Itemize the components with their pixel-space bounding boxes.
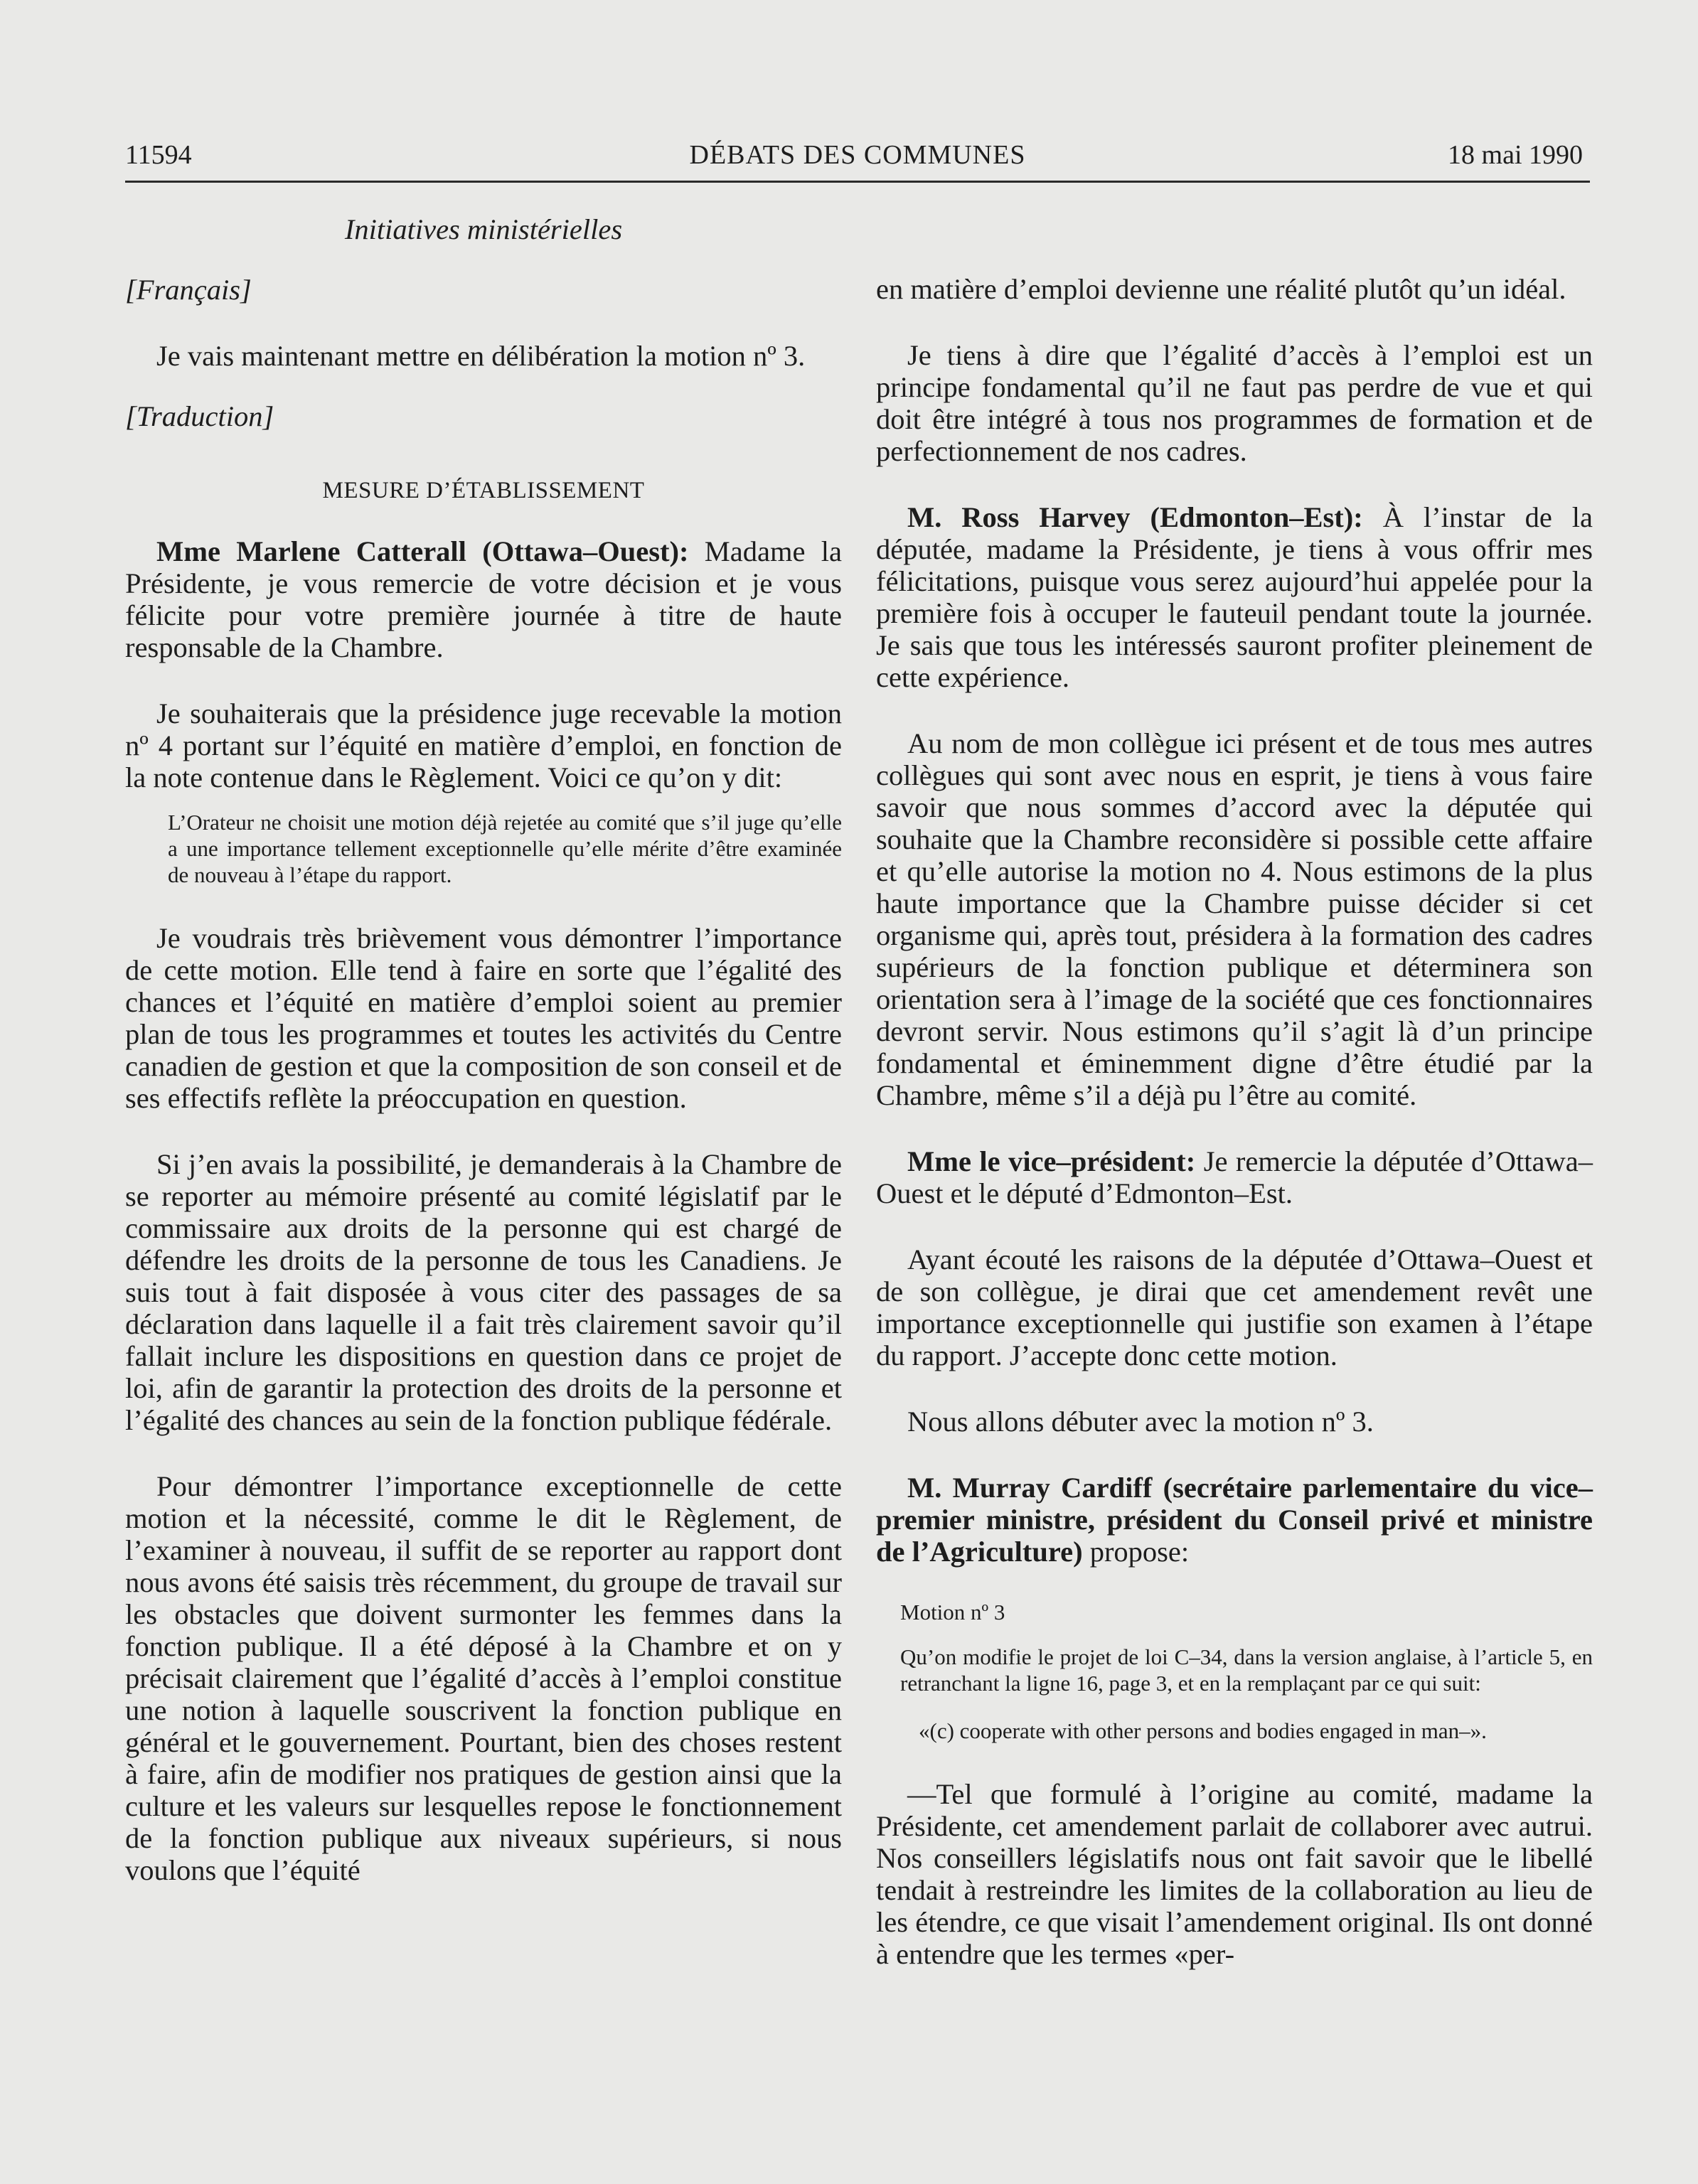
right-column [876,273,1593,1970]
speaker-name: Mme Marlene Catterall (Ottawa–Ouest): [156,535,689,567]
rule-quote: L’Orateur ne choisit une motion déjà rejetée au comité que s’il juge qu’elle a une importance tellement exceptionnelle qu’elle mérite d’être examinée de nouveau à l’étape du rapport. [168,810,842,887]
paragraph: Pour démontrer l’importance exceptionnelle de cette motion et la nécessité, comme le dit le Règlement, de l’examiner à nouveau, il suffit de se reporter au rapport dont nous avons été saisis très récemment, du groupe de travail sur les obstacles que doivent surmonter les femmes dans la fonction publique. Il a été déposé à la Chambre et on y précisait clairement que l’égalité d’accès à l’emploi constitue une notion à laquelle souscrivent la fonction publique en général et le gouvernement. Pourtant, bien des choses restent à faire, afin de modifier nos pratiques de gestion ainsi que la culture et les valeurs sur lesquelles repose le fonctionnement de la fonction publique aux niveaux supérieurs, si nous voulons que l’équité [125,1470,842,1886]
speech-paragraph [876,501,1593,693]
speech-text: À l’instar de la députée, madame la Présidente, je tiens à vous offrir mes félicitations, puisque vous serez aujourd’hui appelée pour la première fois à occuper le fauteuil pendant toute la journée. Je sais que tous les intéressés sauront profiter pleinement de cette expérience. [876,501,1593,693]
speaker-name: M. Ross Harvey (Edmonton–Est): [907,501,1363,533]
motion-text: Qu’on modifie le projet de loi C–34, dans la version anglaise, à l’article 5, en retranchant la ligne 16, page 3, et en la remplaçant par ce qui suit: [900,1644,1593,1696]
motion-quote: «(c) cooperate with other persons and bodies engaged in man–». [919,1718,1487,1743]
paragraph: Nous allons débuter avec la motion nº 3. [907,1406,1374,1438]
paragraph: Je tiens à dire que l’égalité d’accès à l’emploi est un principe fondamental qu’il ne faut pas perdre de vue et qui doit être intégré à tous nos programmes de formation et de perfectionnement de nos cadres. [876,339,1593,467]
paragraph: Je vais maintenant mettre en délibération la motion nº 3. [156,340,806,372]
speech-text: Je remercie la députée d’Ottawa–Ouest et le député d’Edmonton–Est. [876,1145,1593,1209]
page-number: 11594 [125,140,192,170]
paragraph: Au nom de mon collègue ici présent et de tous mes autres collègues qui sont avec nous en esprit, je tiens à vous faire savoir que nous sommes d’accord avec la députée qui souhaite que la Chambre reconsidère si possible cette affaire et qu’elle autorise la motion no 4. Nous estimons de la plus haute importance que la Chambre puisse décider si cet organisme qui, après tout, présidera à la formation des cadres supérieurs de la fonction publique et déterminera son orientation sera à l’image de la société que ces fonctionnaires devront servir. Nous estimons qu’il s’agit là d’un principe fondamental et éminemment digne d’être étudié par la Chambre, même s’il a déjà pu l’être au comité. [876,727,1593,1111]
language-tag-translation: [Traduction] [125,400,274,432]
speech-text: propose: [1082,1536,1190,1568]
speech-text: Madame la Présidente, je vous remercie de votre décision et je vous félicite pour votre première journée à titre de haute responsable de la Chambre. [125,535,842,663]
publication-date: 18 mai 1990 [1448,140,1583,170]
speech-paragraph [876,1472,1593,1568]
publication-title: DÉBATS DES COMMUNES [689,140,1026,170]
speaker-name: Mme le vice–président: [907,1145,1196,1177]
page-header [125,139,1590,183]
paragraph: Je souhaiterais que la présidence juge recevable la motion nº 4 portant sur l’équité en matière d’emploi, en fonction de la note contenue dans le Règlement. Voici ce qu’on y dit: [125,697,842,793]
paragraph: —Tel que formulé à l’origine au comité, madame la Présidente, cet amendement parlait de collaborer avec autrui. Nos conseillers législatifs nous ont fait savoir que le libellé tendait à restreindre les limites de la collaboration au lieu de les étendre, ce que visait l’amendement original. Ils ont donné à entendre que les termes «per- [876,1778,1593,1970]
speech-paragraph [876,1145,1593,1209]
language-tag-french: [Français] [125,274,252,306]
motion-label: Motion nº 3 [900,1600,1005,1624]
paragraph: Ayant écouté les raisons de la députée d’Ottawa–Ouest et de son collègue, je dirai que cet amendement revêt une importance exceptionnelle qui justifie son examen à l’étape du rapport. J’accepte donc cette motion. [876,1243,1593,1371]
subheading: MESURE D’ÉTABLISSEMENT [322,478,645,503]
left-column [125,213,842,1886]
paragraph: Je voudrais très brièvement vous démontrer l’importance de cette motion. Elle tend à faire en sorte que l’égalité des chances et l’équité en matière d’emploi soient au premier plan de tous les programmes et toutes les activités du Centre canadien de gestion et que la composition de son conseil et de ses effectifs reflète la préoccupation en question. [125,922,842,1114]
section-title: Initiatives ministérielles [344,213,623,245]
speech-paragraph [125,535,842,663]
speaker-name: M. Murray Cardiff (secrétaire parlementaire du vice–premier ministre, président du Conseil privé et ministre de l’Agriculture) [876,1472,1593,1568]
paragraph: en matière d’emploi devienne une réalité plutôt qu’un idéal. [876,273,1566,305]
paragraph: Si j’en avais la possibilité, je demanderais à la Chambre de se reporter au mémoire présenté au comité législatif par le commissaire aux droits de la personne qui est chargé de défendre les droits de la personne de tous les Canadiens. Je suis tout à fait disposée à vous citer des passages de sa déclaration dans laquelle il a fait très clairement savoir qu’il fallait inclure les dispositions en question dans ce projet de loi, afin de garantir la protection des droits de la personne et l’égalité des chances au sein de la fonction publique fédérale. [125,1148,842,1436]
